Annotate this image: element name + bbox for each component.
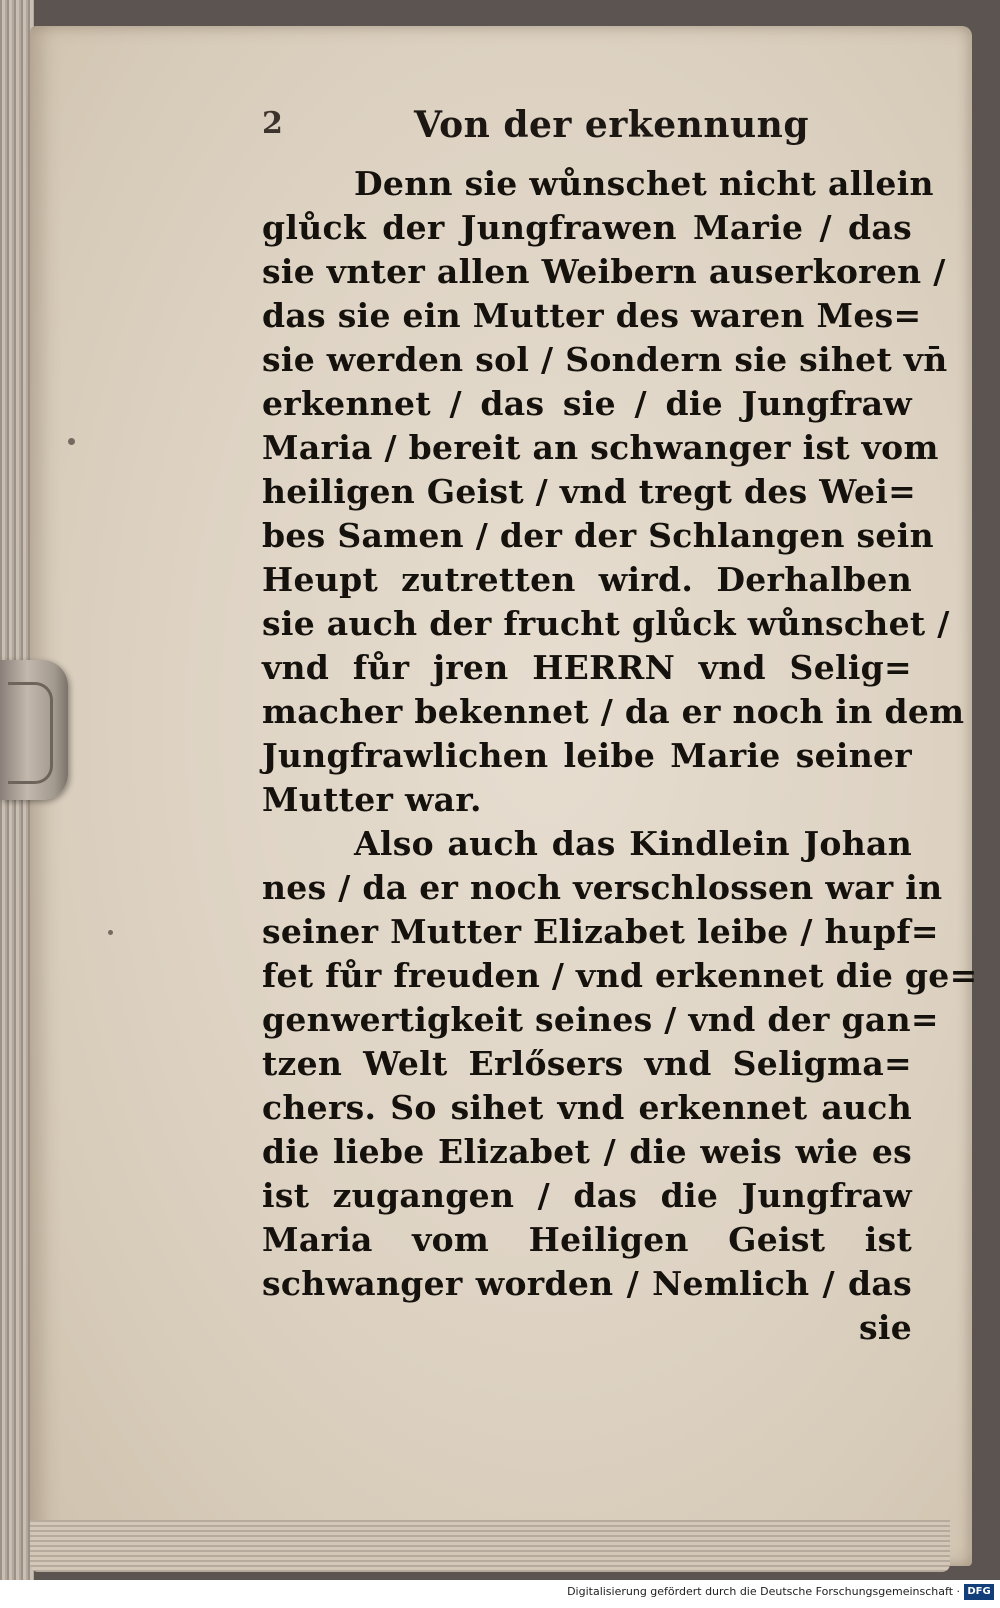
paper-speck bbox=[108, 930, 113, 935]
paper-speck bbox=[68, 438, 75, 445]
text-line: schwanger worden / Nemlich / das bbox=[262, 1264, 912, 1303]
folio-number: 2 bbox=[262, 106, 283, 141]
text-line: Also auch das Kindlein Johan bbox=[354, 824, 912, 863]
page-bottom-edge bbox=[30, 1520, 950, 1572]
text-line: die liebe Elizabet / die weis wie es bbox=[262, 1132, 912, 1171]
text-line: glůck der Jungfrawen Marie / das bbox=[262, 208, 912, 247]
text-line: macher bekennet / da er noch in dem bbox=[262, 692, 965, 731]
text-line: ist zugangen / das die Jungfraw bbox=[262, 1176, 912, 1215]
text-line: genwertigkeit seines / vnd der gan= bbox=[262, 1000, 939, 1039]
text-line: chers. So sihet vnd erkennet auch bbox=[262, 1088, 912, 1127]
text-line: erkennet / das sie / die Jungfraw bbox=[262, 384, 912, 423]
running-head: Von der erkennung bbox=[414, 104, 810, 146]
text-line: vnd fůr jren HERRN vnd Selig= bbox=[262, 648, 912, 687]
text-line: Mutter war. bbox=[262, 780, 482, 819]
text-line: Jungfrawlichen leibe Marie seiner bbox=[262, 736, 912, 775]
text-line: sie werden sol / Sondern sie sihet vn̄ bbox=[262, 340, 948, 379]
clasp-loop bbox=[8, 682, 53, 784]
text-line: tzen Welt Erlősers vnd Seligma= bbox=[262, 1044, 912, 1083]
digitization-footer bbox=[0, 1580, 1000, 1608]
text-line: nes / da er noch verschlossen war in bbox=[262, 868, 943, 907]
text-line: Denn sie wůnschet nicht allein bbox=[354, 164, 934, 203]
catchword: sie bbox=[858, 1308, 912, 1347]
text-line: seiner Mutter Elizabet leibe / hupf= bbox=[262, 912, 939, 951]
text-line: Heupt zutretten wird. Derhalben bbox=[262, 560, 912, 599]
text-line: sie vnter allen Weibern auserkoren / bbox=[262, 252, 946, 291]
funding-credit: Digitalisierung gefördert durch die Deutsche Forschungsgemeinschaft · bbox=[567, 1585, 960, 1598]
text-line: bes Samen / der der Schlangen sein bbox=[262, 516, 934, 555]
text-line: Maria vom Heiligen Geist ist bbox=[262, 1220, 912, 1259]
book-clasp bbox=[0, 660, 68, 800]
text-line: fet fůr freuden / vnd erkennet die ge= bbox=[262, 956, 978, 995]
text-line: Maria / bereit an schwanger ist vom bbox=[262, 428, 939, 467]
dfg-logo: DFG bbox=[964, 1584, 994, 1600]
text-line: das sie ein Mutter des waren Mes= bbox=[262, 296, 922, 335]
text-line: heiligen Geist / vnd tregt des Wei= bbox=[262, 472, 917, 511]
text-line: sie auch der frucht glůck wůnschet / bbox=[262, 604, 950, 643]
